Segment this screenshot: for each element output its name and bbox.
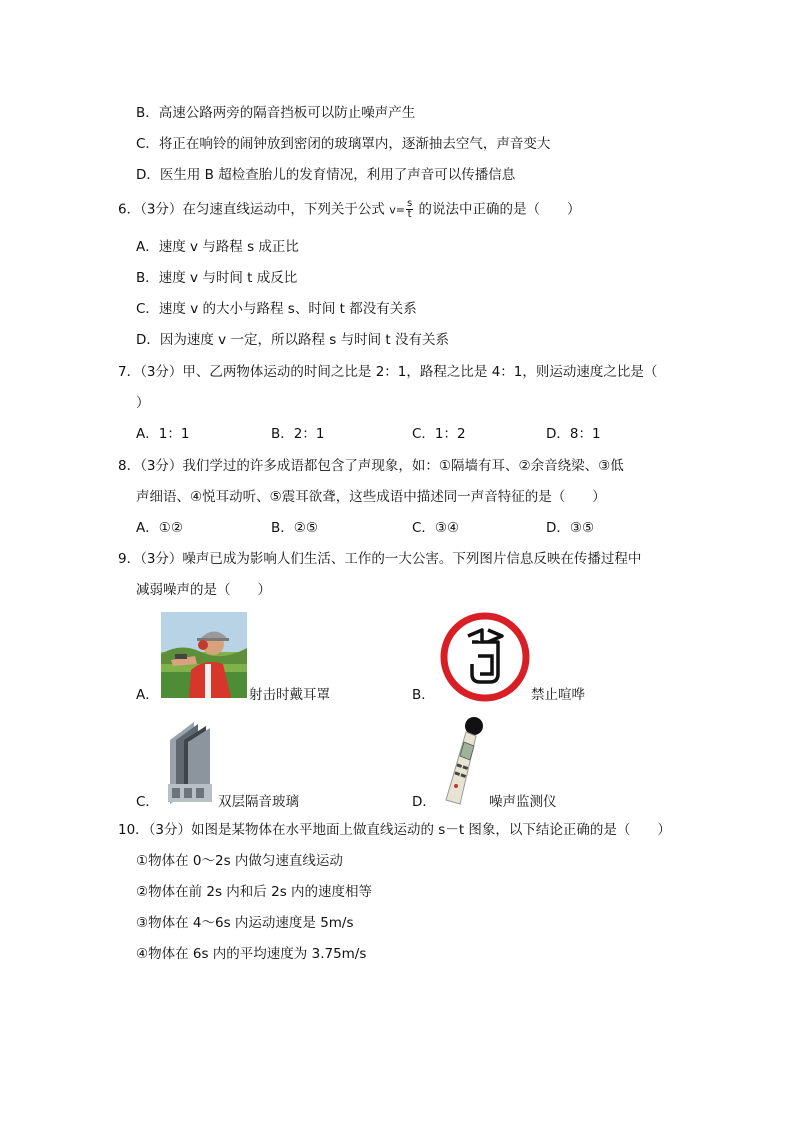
q7-option-d: D．8：1 [546,426,601,442]
q8-option-d: D．③⑤ [546,520,595,536]
q9-option-a-caption: 射击时戴耳罩 [249,687,330,703]
q9-option-c-label: C． [136,794,159,810]
formula-fraction [406,199,413,220]
q9-option-d-label: D． [412,794,436,810]
shooter-with-earmuffs-image [161,612,247,698]
q6-option-c: C．速度 v 的大小与路程 s、时间 t 都没有关系 [136,301,417,317]
q7-stem-line2: ） [136,395,150,411]
noise-meter-image [440,716,484,808]
q6-stem-prefix: 6．（3分）在匀速直线运动中，下列关于公式 [118,201,385,218]
q7-option-c: C．1：2 [412,426,466,442]
q6-option-b: B．速度 v 与时间 t 成反比 [136,270,298,286]
double-layer-glass-image [164,718,216,806]
q5-option-d: D．医生用 B 超检查胎儿的发育情况，利用了声音可以传播信息 [136,167,516,183]
q6-stem [118,199,580,221]
q6-option-d: D．因为速度 v 一定，所以路程 s 与时间 t 没有关系 [136,332,449,348]
q7-option-a: A．1：1 [136,426,190,442]
q7-stem-line1: 7．（3分）甲、乙两物体运动的时间之比是 2：1，路程之比是 4：1，则运动速度之比是（ [118,364,658,380]
q9-stem-line2: 减弱噪声的是（ ） [136,582,271,598]
q8-option-a: A．①② [136,520,183,536]
q9-stem-line1: 9．（3分）噪声已成为影响人们生活、工作的一大公害。下列图片信息反映在传播过程中 [118,551,642,567]
q10-statement-2: ②物体在前 2s 内和后 2s 内的速度相等 [136,884,373,900]
q10-statement-1: ①物体在 0～2s 内做匀速直线运动 [136,853,343,869]
q8-option-c: C．③④ [412,520,460,536]
q9-option-b-label: B． [412,687,435,703]
q6-stem-suffix: 的说法中正确的是（ ） [418,201,581,218]
q7-option-b: B．2：1 [271,426,325,442]
q10-stem: 10．（3分）如图是某物体在水平地面上做直线运动的 s－t 图象，以下结论正确的是（ ） [118,822,671,838]
q9-option-d-caption: 噪声监测仪 [489,794,557,810]
q8-stem-line2: 声细语、④悦耳动听、⑤震耳欲聋，这些成语中描述同一声音特征的是（ ） [136,489,606,505]
formula-v: v= [389,203,405,217]
q9-option-b-caption: 禁止喧哗 [531,687,585,703]
no-noise-sign-icon [440,612,530,702]
q5-option-b: B．高速公路两旁的隔音挡板可以防止噪声产生 [136,105,416,121]
formula-numerator: s [406,198,413,209]
q9-option-a-label: A． [136,687,159,703]
formula-denominator: t [407,209,412,220]
q9-option-c-caption: 双层隔音玻璃 [218,794,299,810]
q8-stem-line1: 8．（3分）我们学过的许多成语都包含了声现象，如：①隔墙有耳、②余音绕梁、③低 [118,458,624,474]
q5-option-c: C．将正在响铃的闹钟放到密闭的玻璃罩内，逐渐抽去空气，声音变大 [136,136,551,152]
q6-option-a: A．速度 v 与路程 s 成正比 [136,239,299,255]
q10-statement-3: ③物体在 4～6s 内运动速度是 5m/s [136,915,354,931]
q10-statement-4: ④物体在 6s 内的平均速度为 3.75m/s [136,946,367,962]
q8-option-b: B．②⑤ [271,520,318,536]
